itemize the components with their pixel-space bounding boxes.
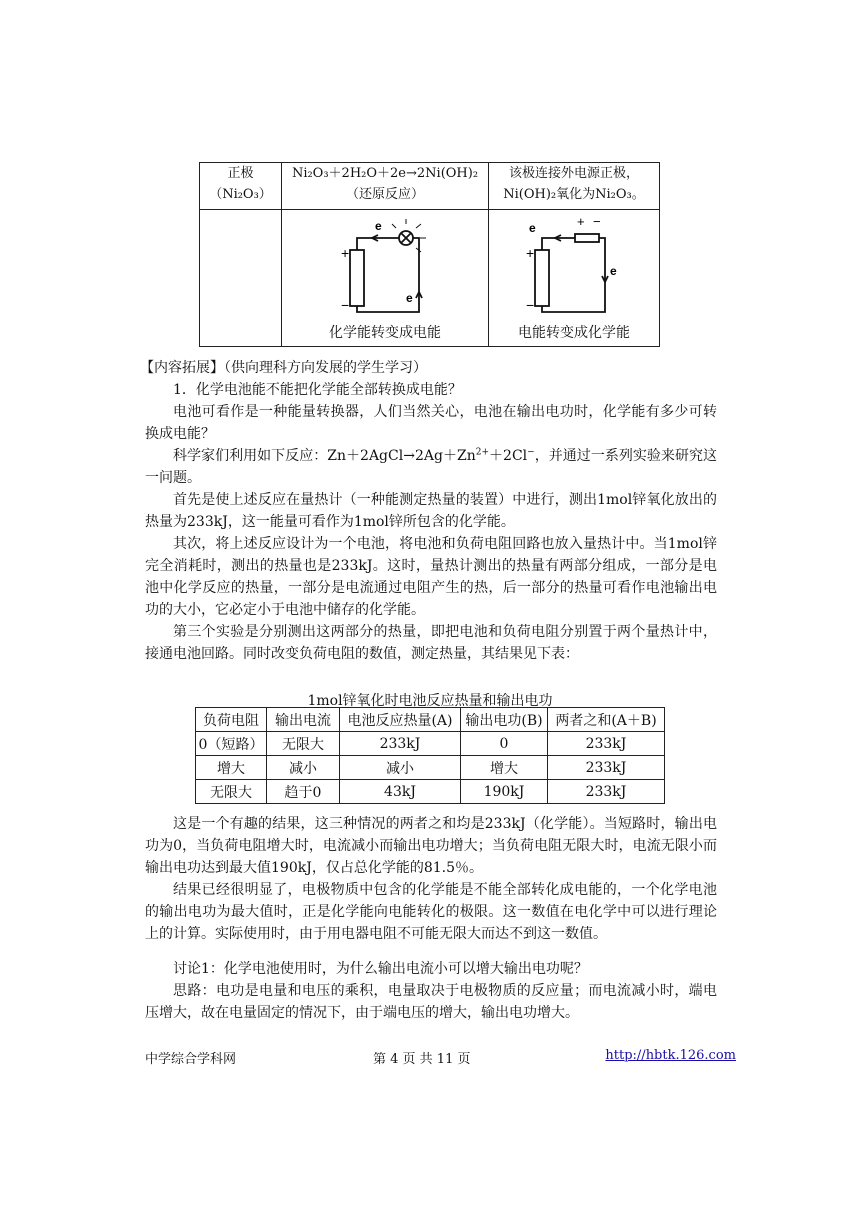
section-heading: 【内容拓展】（供向理科方向发展的学生学习） <box>140 360 427 376</box>
electron-label-top: e <box>529 221 536 235</box>
chloride-charge: − <box>527 447 535 458</box>
table-row <box>196 756 665 780</box>
electrode-table <box>199 162 660 347</box>
table-header-row <box>196 708 665 732</box>
paragraph-2 <box>145 445 717 489</box>
minus-sign: − <box>526 297 535 313</box>
footer-link[interactable]: http://hbtk.126.com <box>605 1048 736 1063</box>
reaction-equation: Ni₂O₃＋2H₂O＋2e→2Ni(OH)₂ <box>291 166 479 181</box>
table-cell: 增大 <box>461 756 548 780</box>
table-cell: 233kJ <box>340 732 461 756</box>
reaction-text-2: ＋2Cl <box>489 448 528 464</box>
table-cell: 43kJ <box>340 780 461 804</box>
diagram-row <box>200 210 660 347</box>
question-1: 1．化学电池能不能把化学能全部转换成电能？ <box>173 382 462 398</box>
reaction-text: 科学家们利用如下反应：Zn＋2AgCl→2Ag＋Zn <box>173 448 476 464</box>
battery-shape <box>535 250 549 306</box>
charge-circuit-diagram <box>489 212 659 322</box>
wire-loop <box>542 238 605 312</box>
discharge-caption: 化学能转变成电能 <box>329 325 441 341</box>
table-cell: 减小 <box>267 756 340 780</box>
electron-label-right: e <box>406 291 413 305</box>
paragraph-1: 电池可看作是一种能量转换器，人们当然关心，电池在输出电功时，化学能有多少可转换成电能？ <box>145 404 717 442</box>
paragraph-5: 第三个实验是分别测出这两部分的热量，即把电池和负荷电阻分别置于两个量热计中，接通电池回路。同时改变负荷电阻的数值，测定热量，其结果见下表： <box>145 624 717 662</box>
zinc-charge: 2+ <box>475 447 489 458</box>
paragraph-6: 这是一个有趣的结果，这三种情况的两者之和均是233kJ（化学能）。当短路时，输出电功为0，当负荷电阻增大时，电流减小而输出电功增大；当负荷电阻无限大时，电流无限小而输出电功达到最大值190kJ，仅占总化学能的81.5％。 <box>145 816 717 876</box>
reaction-text-3: ，并通过一系列实验来研究这一问题。 <box>145 448 718 486</box>
heat-work-table <box>195 707 665 804</box>
table-cell: 趋于0 <box>267 780 340 804</box>
positive-sub: （Ni₂O₃） <box>209 187 272 202</box>
table-cell: 233kJ <box>548 780 665 804</box>
power-source-shape <box>575 234 599 242</box>
table-cell: 0（短路） <box>196 732 267 756</box>
table-cell: 减小 <box>340 756 461 780</box>
thinking-note: 思路：电功是电量和电压的乘积，电量取决于电极物质的反应量；而电流减小时，端电压增大，故在电量固定的情况下，由于端电压的增大，输出电功增大。 <box>145 983 717 1021</box>
reaction-note: （还原反应） <box>345 187 424 202</box>
table-cell: 233kJ <box>548 732 665 756</box>
paragraph-7: 结果已经很明显了，电极物质中包含的化学能是不能全部转化成电能的，一个化学电池的输出电功为最大值时，正是化学能向电能转化的极限。这一数值在电化学中可以进行理论上的计算。实际使用时，由于用电器电阻不可能无限大而达不到这一数值。 <box>145 882 717 942</box>
connection-line-1: 该极连接外电源正极， <box>508 166 639 181</box>
table-cell: 233kJ <box>548 756 665 780</box>
positive-electrode-row <box>200 163 660 210</box>
plus-sign: + <box>341 245 350 261</box>
electron-label-top: e <box>375 219 382 233</box>
header-cell: 输出电流 <box>267 708 340 732</box>
electron-label-right: e <box>610 264 617 278</box>
paragraph-4: 其次，将上述反应设计为一个电池，将电池和负荷电阻回路也放入量热计中。当1mol锌完全消耗时，测出的热量也是233kJ。这时，量热计测出的热量有两部分组成，一部分是电池中化学反应的热量，一部分是电流通过电阻产生的热，后一部分的热量可看作电池输出电功的大小，它必定小于电池中储存的化学能。 <box>145 536 717 618</box>
plus-sign: + <box>526 245 535 261</box>
electrode-cell <box>200 163 282 210</box>
discharge-diagram-cell <box>282 210 489 347</box>
header-cell: 电池反应热量(A) <box>340 708 461 732</box>
discussion-1: 讨论1：化学电池使用时，为什么输出电流小可以增大输出电功呢？ <box>173 961 588 977</box>
connection-cell <box>489 163 660 210</box>
discharge-circuit-diagram <box>282 212 488 322</box>
battery-shape <box>350 250 364 306</box>
paragraph-3: 首先是使上述反应在量热计（一种能测定热量的装置）中进行，测出1mol锌氧化放出的热量为233kJ，这一能量可看作为1mol锌所包含的化学能。 <box>145 492 717 530</box>
wire-top <box>357 238 399 250</box>
connection-line-2: Ni(OH)₂氧化为Ni₂O₃。 <box>503 187 645 202</box>
positive-label: 正极 <box>227 166 254 181</box>
reaction-cell <box>282 163 489 210</box>
table-cell: 增大 <box>196 756 267 780</box>
header-cell: 负荷电阻 <box>196 708 267 732</box>
table-cell: 无限大 <box>267 732 340 756</box>
minus-sign: − <box>341 297 350 313</box>
charge-caption: 电能转变成化学能 <box>518 325 630 341</box>
table-caption: 1mol锌氧化时电池反应热量和输出电功 <box>307 693 553 709</box>
table-cell: 190kJ <box>461 780 548 804</box>
table-row <box>196 780 665 804</box>
header-cell: 两者之和(A＋B) <box>548 708 665 732</box>
footer-page-number: 第 4 页 共 11 页 <box>373 1052 471 1067</box>
table-row <box>196 732 665 756</box>
footer-site: 中学综合学科网 <box>145 1052 237 1067</box>
source-minus-sign: − <box>593 214 601 229</box>
table-cell: 0 <box>461 732 548 756</box>
empty-cell <box>200 210 282 347</box>
charge-diagram-cell <box>489 210 660 347</box>
table-cell: 无限大 <box>196 780 267 804</box>
header-cell: 输出电功(B) <box>461 708 548 732</box>
source-plus-sign: + <box>577 214 585 229</box>
